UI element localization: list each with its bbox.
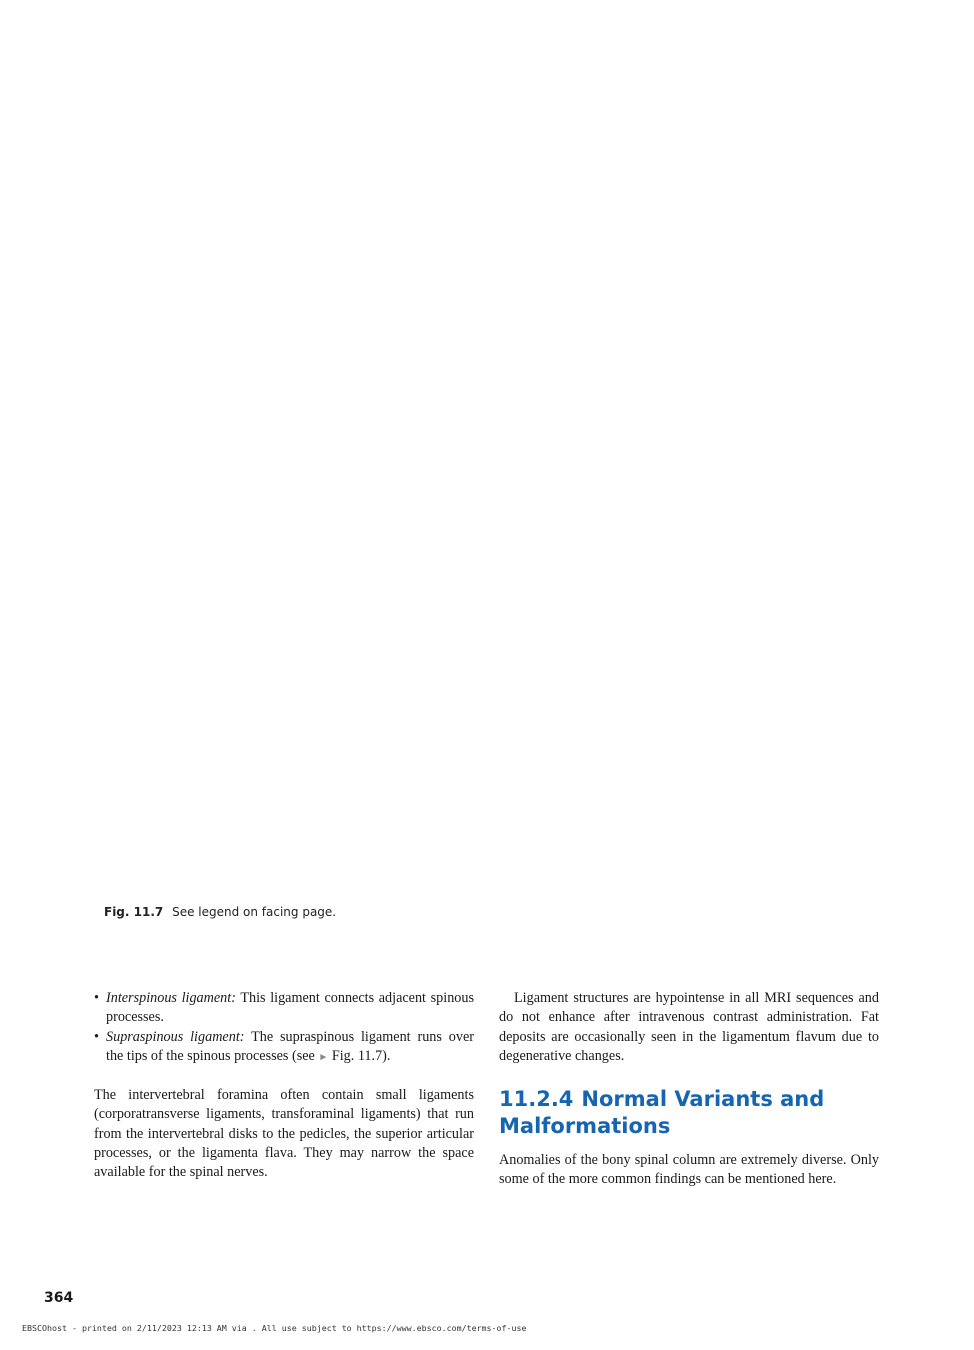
body-paragraph: The intervertebral foramina often contain small ligaments (corporatransverse ligaments, transforaminal ligaments) that run from the intervertebral disks to the pedicles, the superior articular processes, or the ligamenta flava. They may narrow the space available for the spinal nerves. [94, 1087, 474, 1181]
section-heading [499, 1086, 879, 1140]
bullet-icon: • [94, 990, 99, 1006]
figure-caption [104, 905, 336, 919]
footer-note: EBSCOhost - printed on 2/11/2023 12:13 AM via . All use subject to https://www.ebsco.com/terms-of-use [22, 1323, 527, 1333]
list-item-term: Supraspinous ligament: [106, 1028, 245, 1045]
section-number: 11.2.4 [499, 1087, 574, 1112]
left-column [94, 989, 474, 1183]
section-title: Normal Variants and Malformations [499, 1087, 825, 1139]
bullet-icon: • [94, 1028, 99, 1045]
list-item-text: The supraspinous ligament runs over the tips of the spinous processes (see [106, 1028, 474, 1064]
list-item-text: This ligament connects adjacent spinous processes. [106, 990, 474, 1026]
list-item-text-end: ). [382, 1047, 391, 1064]
body-paragraph: Ligament structures are hypointense in all MRI sequences and do not enhance after intravenous contrast administration. Fat deposits are occasionally seen in the ligamentum flavum due to degenerative changes. [499, 990, 879, 1064]
list-item-term: Interspinous ligament: [106, 990, 236, 1006]
figure-reference-link[interactable]: Fig. 11.7 [328, 1047, 383, 1064]
list-item [94, 989, 474, 1028]
section-body-paragraph: Anomalies of the bony spinal column are extremely diverse. Only some of the more common findings can be mentioned here. [499, 1152, 879, 1188]
page-number: 364 [44, 1290, 74, 1306]
list-item [94, 1028, 474, 1068]
figure-caption-text: See legend on facing page. [172, 905, 337, 919]
triangle-right-icon: ► [318, 1051, 329, 1063]
right-column [499, 989, 879, 1190]
ligament-list [94, 989, 474, 1067]
figure-label: Fig. 11.7 [104, 905, 164, 919]
